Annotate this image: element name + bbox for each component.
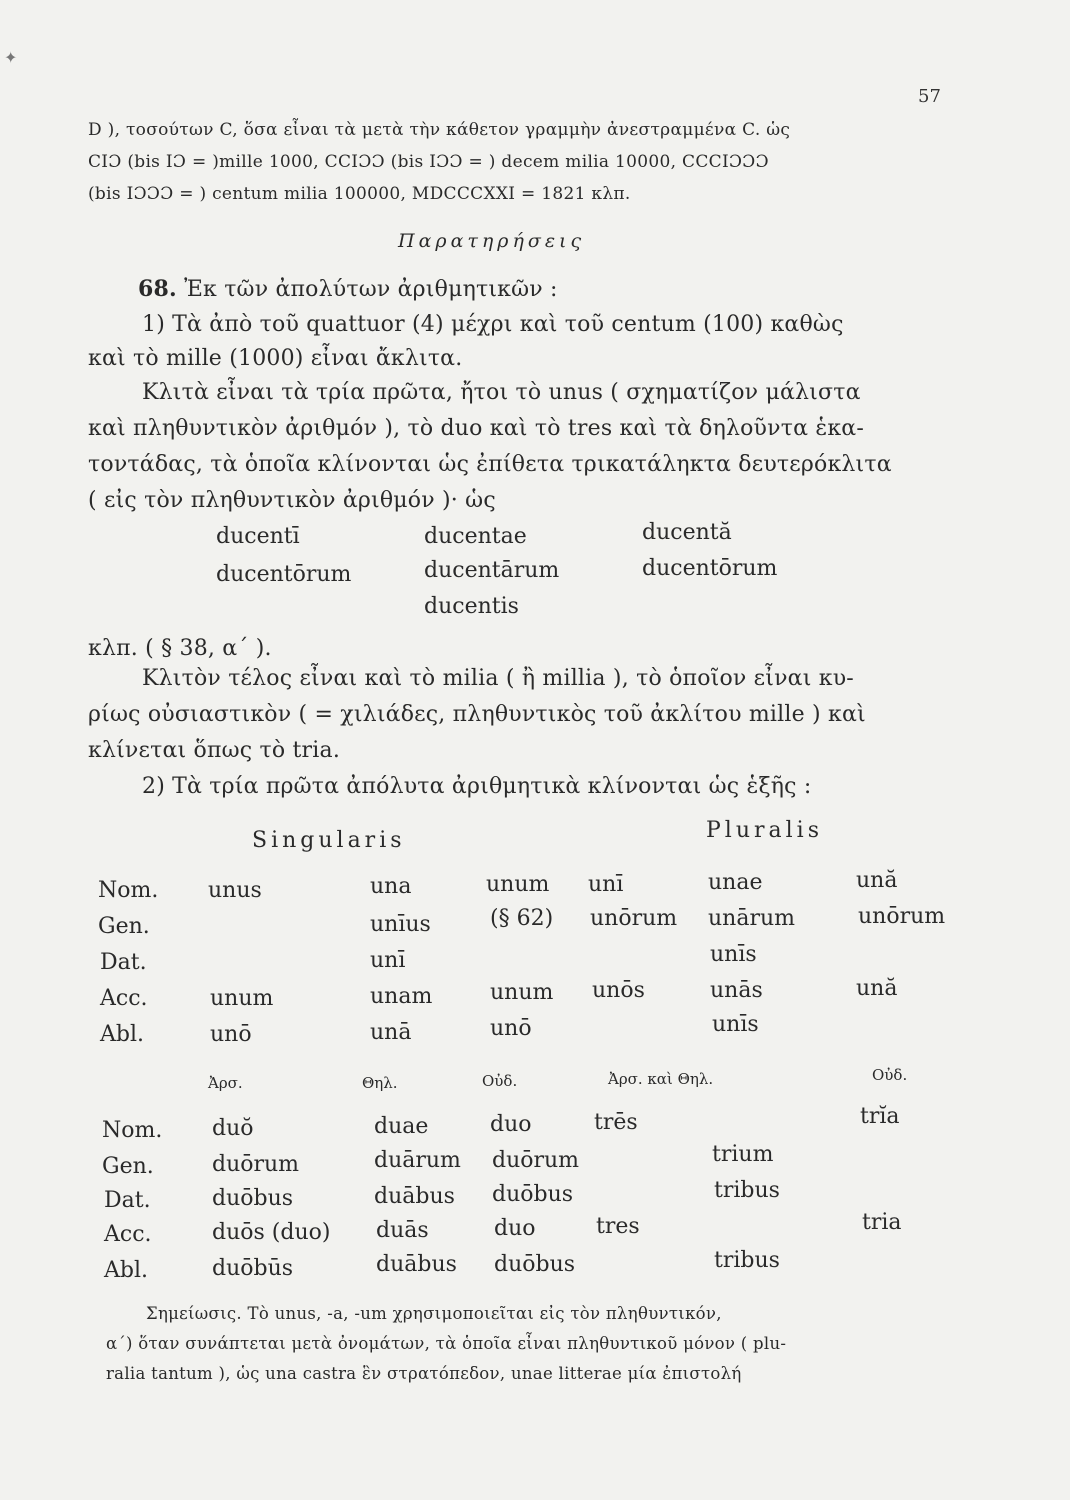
para2-line-4: ( εἰς τὸν πληθυντικὸν ἀριθμόν )· ὡς <box>88 488 496 513</box>
note-line-2: α΄) ὅταν συνάπτεται μετὰ ὀνομάτων, τὰ ὁποῖα εἶναι πληθυντικοῦ μόνον ( plu- <box>106 1334 787 1353</box>
intro-line-3: (bis IƆƆƆ = ) centum milia 100000, MDCCCXXI = 1821 κλπ. <box>88 184 631 204</box>
table-cell: ună <box>856 868 898 893</box>
table-cell: trium <box>712 1142 774 1167</box>
table-cell: duābus <box>374 1184 455 1209</box>
table-cell: duōrum <box>492 1148 580 1173</box>
ducent-form: ducentōrum <box>216 562 352 587</box>
table-cell: (§ 62) <box>490 906 554 931</box>
table-cell: duōbūs <box>212 1256 294 1281</box>
pluralis-label: Pluralis <box>706 818 824 843</box>
table-cell: unum <box>490 980 554 1005</box>
table-cell: duae <box>374 1114 429 1139</box>
table-cell: unae <box>708 870 763 895</box>
case-label: Nom. <box>98 878 159 903</box>
table-cell: unus <box>208 878 262 903</box>
case-label: Gen. <box>98 914 150 939</box>
gender-head: Οὐδ. <box>482 1072 518 1090</box>
gender-head: Θηλ. <box>362 1074 398 1092</box>
ducent-form: ducentī <box>216 524 300 549</box>
table-cell: una <box>370 874 412 899</box>
section-title: Ἐκ τῶν ἀπολύτων ἀριθμητικῶν : <box>184 277 558 302</box>
case-label: Acc. <box>104 1222 152 1247</box>
section-header <box>138 276 558 302</box>
ducent-form: ducentae <box>424 524 527 549</box>
table-cell: duās <box>376 1218 429 1243</box>
table-cell: unī <box>588 872 624 897</box>
table-cell: duōbus <box>494 1252 576 1277</box>
table-cell: unārum <box>708 906 796 931</box>
margin-mark: ✦ <box>4 48 18 67</box>
para2-line-1: Κλιτὰ εἶναι τὰ τρία πρῶτα, ἤτοι τὸ unus ( σχηματίζον μάλιστα <box>142 380 861 405</box>
note-line-1: Σημείωσις. Τὸ unus, -a, -um χρησιμοποιεῖται εἰς τὸν πληθυντικόν, <box>146 1304 722 1323</box>
table-cell: tria <box>862 1210 902 1235</box>
singularis-label: Singularis <box>252 828 406 853</box>
section-heading: Παρατηρήσεις <box>398 230 586 252</box>
case-label: Acc. <box>100 986 148 1011</box>
ducent-form: ducentă <box>642 520 732 545</box>
gender-head: Ἀρσ. καὶ Θηλ. <box>608 1070 714 1088</box>
table-cell: unum <box>486 872 550 897</box>
para2-line-2: καὶ πληθυντικὸν ἀριθμόν ), τὸ duo καὶ τὸ tres καὶ τὰ δηλοῦντα ἑκα- <box>88 416 864 441</box>
case-label: Dat. <box>100 950 147 975</box>
para4-line: 2) Τὰ τρία πρῶτα ἀπόλυτα ἀριθμητικὰ κλίνονται ὡς ἑξῆς : <box>142 774 812 799</box>
table-cell: unōrum <box>590 906 678 931</box>
table-cell: unās <box>710 978 763 1003</box>
table-cell: unī <box>370 948 406 973</box>
table-cell: unum <box>210 986 274 1011</box>
table-cell: duārum <box>374 1148 461 1173</box>
ducent-form: ducentōrum <box>642 556 778 581</box>
para3-line-1: Κλιτὸν τέλος εἶναι καὶ τὸ milia ( ἢ millia ), τὸ ὁποῖον εἶναι κυ- <box>142 666 854 691</box>
klp-line: κλπ. ( § 38, α΄ ). <box>88 636 272 661</box>
table-cell: duōs (duo) <box>212 1220 331 1245</box>
table-cell: unōrum <box>858 904 946 929</box>
table-cell: unīs <box>712 1012 759 1037</box>
table-cell: tres <box>596 1214 640 1239</box>
table-cell: duōbus <box>212 1186 294 1211</box>
table-cell: duōbus <box>492 1182 574 1207</box>
table-cell: unīus <box>370 912 431 937</box>
ducent-form: ducentis <box>424 594 519 619</box>
case-label: Gen. <box>102 1154 154 1179</box>
intro-line-2: CIƆ (bis IƆ = )mille 1000, CCIƆƆ (bis IƆƆ = ) decem milia 10000, CCCIƆƆƆ <box>88 152 769 172</box>
table-cell: duŏ <box>212 1116 254 1141</box>
case-label: Abl. <box>100 1022 144 1047</box>
table-cell: ună <box>856 976 898 1001</box>
para1-line-1: 1) Τὰ ἀπὸ τοῦ quattuor (4) μέχρι καὶ τοῦ centum (100) καθὼς <box>142 312 844 337</box>
table-cell: unō <box>490 1016 532 1041</box>
table-cell: trĭa <box>860 1104 900 1129</box>
table-cell: unīs <box>710 942 757 967</box>
table-cell: unam <box>370 984 433 1009</box>
para3-line-2: ρίως οὐσιαστικὸν ( = χιλιάδες, πληθυντικὸς τοῦ ἀκλίτου mille ) καὶ <box>88 702 866 727</box>
case-label: Abl. <box>104 1258 148 1283</box>
section-number: 68. <box>138 276 177 302</box>
para1-line-2: καὶ τὸ mille (1000) εἶναι ἄκλιτα. <box>88 346 463 371</box>
para3-line-3: κλίνεται ὅπως τὸ tria. <box>88 738 341 763</box>
table-cell: duōrum <box>212 1152 300 1177</box>
case-label: Nom. <box>102 1118 163 1143</box>
table-cell: duo <box>490 1112 532 1137</box>
table-cell: duo <box>494 1216 536 1241</box>
page-number: 57 <box>918 86 941 107</box>
gender-head: Οὐδ. <box>872 1066 908 1084</box>
table-cell: unōs <box>592 978 645 1003</box>
intro-line-1: D ), τοσούτων C, ὅσα εἶναι τὰ μετὰ τὴν κάθετον γραμμὴν ἀνεστραμμένα C. ὡς <box>88 120 791 140</box>
table-cell: duābus <box>376 1252 457 1277</box>
table-cell: trēs <box>594 1110 638 1135</box>
note-line-3: ralia tantum ), ὡς una castra ἓν στρατόπεδον, unae litterae μία ἐπιστολή <box>106 1364 742 1383</box>
table-cell: unō <box>210 1022 252 1047</box>
ducent-form: ducentārum <box>424 558 560 583</box>
para2-line-3: τοντάδας, τὰ ὁποῖα κλίνονται ὡς ἐπίθετα τρικατάληκτα δευτερόκλιτα <box>88 452 892 477</box>
table-cell: unā <box>370 1020 412 1045</box>
gender-head: Ἀρσ. <box>208 1074 243 1092</box>
case-label: Dat. <box>104 1188 151 1213</box>
table-cell: tribus <box>714 1178 780 1203</box>
table-cell: tribus <box>714 1248 780 1273</box>
